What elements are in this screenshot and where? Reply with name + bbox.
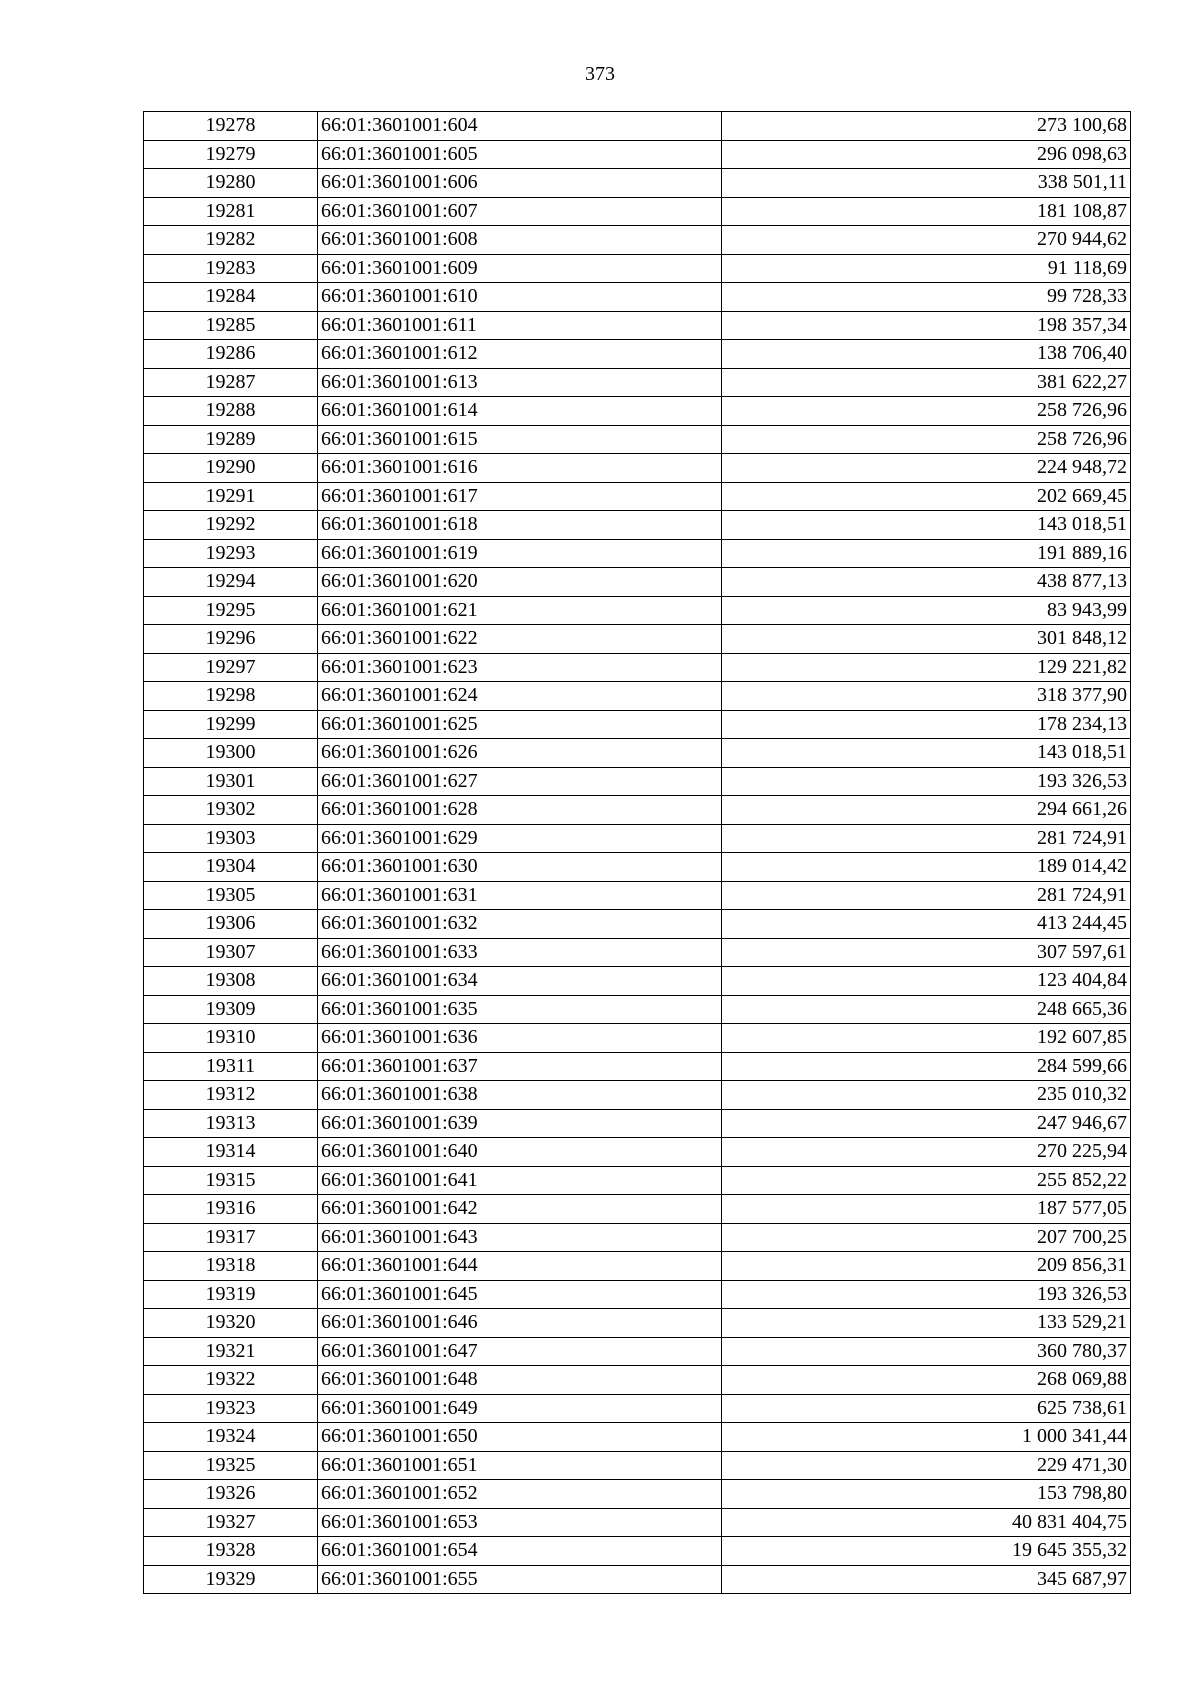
row-number-cell: 19299 (144, 710, 318, 739)
table-row (144, 1166, 1131, 1195)
page-number: 373 (585, 63, 615, 85)
cadastral-number-cell: 66:01:3601001:652 (318, 1480, 722, 1509)
table-row (144, 283, 1131, 312)
value-cell: 209 856,31 (722, 1252, 1131, 1281)
value-cell: 19 645 355,32 (722, 1537, 1131, 1566)
table-row (144, 568, 1131, 597)
value-cell: 381 622,27 (722, 368, 1131, 397)
row-number-cell: 19325 (144, 1451, 318, 1480)
value-cell: 91 118,69 (722, 254, 1131, 283)
row-number-cell: 19317 (144, 1223, 318, 1252)
table-row (144, 1565, 1131, 1594)
cadastral-number-cell: 66:01:3601001:622 (318, 625, 722, 654)
row-number-cell: 19314 (144, 1138, 318, 1167)
cadastral-number-cell: 66:01:3601001:617 (318, 482, 722, 511)
value-cell: 294 661,26 (722, 796, 1131, 825)
cadastral-number-cell: 66:01:3601001:608 (318, 226, 722, 255)
value-cell: 1 000 341,44 (722, 1423, 1131, 1452)
row-number-cell: 19319 (144, 1280, 318, 1309)
registry-table-container (143, 111, 1131, 1594)
row-number-cell: 19296 (144, 625, 318, 654)
row-number-cell: 19279 (144, 140, 318, 169)
value-cell: 345 687,97 (722, 1565, 1131, 1594)
cadastral-number-cell: 66:01:3601001:650 (318, 1423, 722, 1452)
table-row (144, 112, 1131, 141)
table-row (144, 1223, 1131, 1252)
table-row (144, 1309, 1131, 1338)
value-cell: 202 669,45 (722, 482, 1131, 511)
row-number-cell: 19301 (144, 767, 318, 796)
table-row (144, 1451, 1131, 1480)
table-row (144, 368, 1131, 397)
value-cell: 224 948,72 (722, 454, 1131, 483)
value-cell: 284 599,66 (722, 1052, 1131, 1081)
cadastral-number-cell: 66:01:3601001:621 (318, 596, 722, 625)
cadastral-number-cell: 66:01:3601001:649 (318, 1394, 722, 1423)
cadastral-number-cell: 66:01:3601001:618 (318, 511, 722, 540)
value-cell: 229 471,30 (722, 1451, 1131, 1480)
value-cell: 129 221,82 (722, 653, 1131, 682)
value-cell: 187 577,05 (722, 1195, 1131, 1224)
value-cell: 247 946,67 (722, 1109, 1131, 1138)
table-row (144, 995, 1131, 1024)
row-number-cell: 19278 (144, 112, 318, 141)
cadastral-number-cell: 66:01:3601001:641 (318, 1166, 722, 1195)
table-row (144, 739, 1131, 768)
table-row (144, 454, 1131, 483)
cadastral-number-cell: 66:01:3601001:640 (318, 1138, 722, 1167)
value-cell: 191 889,16 (722, 539, 1131, 568)
cadastral-number-cell: 66:01:3601001:612 (318, 340, 722, 369)
table-row (144, 881, 1131, 910)
cadastral-number-cell: 66:01:3601001:646 (318, 1309, 722, 1338)
cadastral-number-cell: 66:01:3601001:625 (318, 710, 722, 739)
cadastral-number-cell: 66:01:3601001:647 (318, 1337, 722, 1366)
cadastral-number-cell: 66:01:3601001:639 (318, 1109, 722, 1138)
value-cell: 625 738,61 (722, 1394, 1131, 1423)
value-cell: 138 706,40 (722, 340, 1131, 369)
row-number-cell: 19294 (144, 568, 318, 597)
row-number-cell: 19289 (144, 425, 318, 454)
cadastral-number-cell: 66:01:3601001:637 (318, 1052, 722, 1081)
row-number-cell: 19287 (144, 368, 318, 397)
table-row (144, 653, 1131, 682)
value-cell: 281 724,91 (722, 824, 1131, 853)
row-number-cell: 19320 (144, 1309, 318, 1338)
cadastral-number-cell: 66:01:3601001:620 (318, 568, 722, 597)
value-cell: 255 852,22 (722, 1166, 1131, 1195)
row-number-cell: 19297 (144, 653, 318, 682)
row-number-cell: 19315 (144, 1166, 318, 1195)
row-number-cell: 19313 (144, 1109, 318, 1138)
cadastral-number-cell: 66:01:3601001:655 (318, 1565, 722, 1594)
cadastral-number-cell: 66:01:3601001:633 (318, 938, 722, 967)
cadastral-number-cell: 66:01:3601001:643 (318, 1223, 722, 1252)
cadastral-number-cell: 66:01:3601001:619 (318, 539, 722, 568)
table-row (144, 1138, 1131, 1167)
value-cell: 99 728,33 (722, 283, 1131, 312)
value-cell: 258 726,96 (722, 397, 1131, 426)
cadastral-number-cell: 66:01:3601001:626 (318, 739, 722, 768)
cadastral-number-cell: 66:01:3601001:605 (318, 140, 722, 169)
cadastral-number-cell: 66:01:3601001:638 (318, 1081, 722, 1110)
row-number-cell: 19282 (144, 226, 318, 255)
table-row (144, 425, 1131, 454)
value-cell: 270 225,94 (722, 1138, 1131, 1167)
cadastral-number-cell: 66:01:3601001:634 (318, 967, 722, 996)
cadastral-number-cell: 66:01:3601001:628 (318, 796, 722, 825)
row-number-cell: 19306 (144, 910, 318, 939)
table-row (144, 1280, 1131, 1309)
table-row (144, 1081, 1131, 1110)
value-cell: 281 724,91 (722, 881, 1131, 910)
value-cell: 40 831 404,75 (722, 1508, 1131, 1537)
table-row (144, 682, 1131, 711)
row-number-cell: 19281 (144, 197, 318, 226)
row-number-cell: 19302 (144, 796, 318, 825)
table-row (144, 1480, 1131, 1509)
cadastral-number-cell: 66:01:3601001:635 (318, 995, 722, 1024)
row-number-cell: 19308 (144, 967, 318, 996)
row-number-cell: 19283 (144, 254, 318, 283)
cadastral-number-cell: 66:01:3601001:623 (318, 653, 722, 682)
row-number-cell: 19324 (144, 1423, 318, 1452)
row-number-cell: 19304 (144, 853, 318, 882)
table-row (144, 511, 1131, 540)
table-row (144, 1423, 1131, 1452)
value-cell: 193 326,53 (722, 767, 1131, 796)
table-row (144, 625, 1131, 654)
row-number-cell: 19323 (144, 1394, 318, 1423)
value-cell: 133 529,21 (722, 1309, 1131, 1338)
row-number-cell: 19284 (144, 283, 318, 312)
row-number-cell: 19327 (144, 1508, 318, 1537)
table-row (144, 1252, 1131, 1281)
table-row (144, 169, 1131, 198)
cadastral-number-cell: 66:01:3601001:604 (318, 112, 722, 141)
row-number-cell: 19328 (144, 1537, 318, 1566)
row-number-cell: 19326 (144, 1480, 318, 1509)
registry-table (143, 111, 1131, 1594)
cadastral-number-cell: 66:01:3601001:615 (318, 425, 722, 454)
table-row (144, 1337, 1131, 1366)
row-number-cell: 19280 (144, 169, 318, 198)
cadastral-number-cell: 66:01:3601001:610 (318, 283, 722, 312)
value-cell: 413 244,45 (722, 910, 1131, 939)
table-row (144, 824, 1131, 853)
cadastral-number-cell: 66:01:3601001:613 (318, 368, 722, 397)
table-row (144, 910, 1131, 939)
cadastral-number-cell: 66:01:3601001:632 (318, 910, 722, 939)
registry-table-body (144, 112, 1131, 1594)
cadastral-number-cell: 66:01:3601001:642 (318, 1195, 722, 1224)
value-cell: 296 098,63 (722, 140, 1131, 169)
value-cell: 153 798,80 (722, 1480, 1131, 1509)
cadastral-number-cell: 66:01:3601001:611 (318, 311, 722, 340)
table-row (144, 226, 1131, 255)
row-number-cell: 19292 (144, 511, 318, 540)
table-row (144, 596, 1131, 625)
cadastral-number-cell: 66:01:3601001:607 (318, 197, 722, 226)
table-row (144, 397, 1131, 426)
table-row (144, 1195, 1131, 1224)
table-row (144, 967, 1131, 996)
row-number-cell: 19312 (144, 1081, 318, 1110)
cadastral-number-cell: 66:01:3601001:645 (318, 1280, 722, 1309)
table-row (144, 254, 1131, 283)
cadastral-number-cell: 66:01:3601001:653 (318, 1508, 722, 1537)
value-cell: 123 404,84 (722, 967, 1131, 996)
row-number-cell: 19303 (144, 824, 318, 853)
table-row (144, 340, 1131, 369)
value-cell: 248 665,36 (722, 995, 1131, 1024)
row-number-cell: 19318 (144, 1252, 318, 1281)
value-cell: 307 597,61 (722, 938, 1131, 967)
cadastral-number-cell: 66:01:3601001:654 (318, 1537, 722, 1566)
row-number-cell: 19310 (144, 1024, 318, 1053)
cadastral-number-cell: 66:01:3601001:644 (318, 1252, 722, 1281)
value-cell: 268 069,88 (722, 1366, 1131, 1395)
table-row (144, 1394, 1131, 1423)
cadastral-number-cell: 66:01:3601001:627 (318, 767, 722, 796)
value-cell: 189 014,42 (722, 853, 1131, 882)
value-cell: 192 607,85 (722, 1024, 1131, 1053)
value-cell: 318 377,90 (722, 682, 1131, 711)
table-row (144, 1109, 1131, 1138)
table-row (144, 539, 1131, 568)
cadastral-number-cell: 66:01:3601001:630 (318, 853, 722, 882)
value-cell: 301 848,12 (722, 625, 1131, 654)
row-number-cell: 19316 (144, 1195, 318, 1224)
value-cell: 258 726,96 (722, 425, 1131, 454)
value-cell: 193 326,53 (722, 1280, 1131, 1309)
value-cell: 270 944,62 (722, 226, 1131, 255)
cadastral-number-cell: 66:01:3601001:629 (318, 824, 722, 853)
row-number-cell: 19322 (144, 1366, 318, 1395)
row-number-cell: 19293 (144, 539, 318, 568)
cadastral-number-cell: 66:01:3601001:606 (318, 169, 722, 198)
table-row (144, 482, 1131, 511)
row-number-cell: 19295 (144, 596, 318, 625)
cadastral-number-cell: 66:01:3601001:651 (318, 1451, 722, 1480)
value-cell: 273 100,68 (722, 112, 1131, 141)
value-cell: 83 943,99 (722, 596, 1131, 625)
table-row (144, 796, 1131, 825)
value-cell: 143 018,51 (722, 739, 1131, 768)
row-number-cell: 19321 (144, 1337, 318, 1366)
value-cell: 360 780,37 (722, 1337, 1131, 1366)
row-number-cell: 19305 (144, 881, 318, 910)
value-cell: 178 234,13 (722, 710, 1131, 739)
cadastral-number-cell: 66:01:3601001:648 (318, 1366, 722, 1395)
row-number-cell: 19307 (144, 938, 318, 967)
value-cell: 198 357,34 (722, 311, 1131, 340)
cadastral-number-cell: 66:01:3601001:616 (318, 454, 722, 483)
value-cell: 438 877,13 (722, 568, 1131, 597)
value-cell: 181 108,87 (722, 197, 1131, 226)
cadastral-number-cell: 66:01:3601001:636 (318, 1024, 722, 1053)
cadastral-number-cell: 66:01:3601001:609 (318, 254, 722, 283)
row-number-cell: 19291 (144, 482, 318, 511)
table-row (144, 1024, 1131, 1053)
row-number-cell: 19288 (144, 397, 318, 426)
row-number-cell: 19329 (144, 1565, 318, 1594)
table-row (144, 140, 1131, 169)
table-row (144, 767, 1131, 796)
table-row (144, 1508, 1131, 1537)
value-cell: 338 501,11 (722, 169, 1131, 198)
value-cell: 143 018,51 (722, 511, 1131, 540)
value-cell: 207 700,25 (722, 1223, 1131, 1252)
row-number-cell: 19285 (144, 311, 318, 340)
table-row (144, 1366, 1131, 1395)
table-row (144, 311, 1131, 340)
cadastral-number-cell: 66:01:3601001:631 (318, 881, 722, 910)
cadastral-number-cell: 66:01:3601001:624 (318, 682, 722, 711)
row-number-cell: 19298 (144, 682, 318, 711)
row-number-cell: 19311 (144, 1052, 318, 1081)
value-cell: 235 010,32 (722, 1081, 1131, 1110)
table-row (144, 853, 1131, 882)
table-row (144, 938, 1131, 967)
table-row (144, 197, 1131, 226)
row-number-cell: 19286 (144, 340, 318, 369)
row-number-cell: 19309 (144, 995, 318, 1024)
table-row (144, 1052, 1131, 1081)
row-number-cell: 19300 (144, 739, 318, 768)
table-row (144, 710, 1131, 739)
cadastral-number-cell: 66:01:3601001:614 (318, 397, 722, 426)
table-row (144, 1537, 1131, 1566)
row-number-cell: 19290 (144, 454, 318, 483)
